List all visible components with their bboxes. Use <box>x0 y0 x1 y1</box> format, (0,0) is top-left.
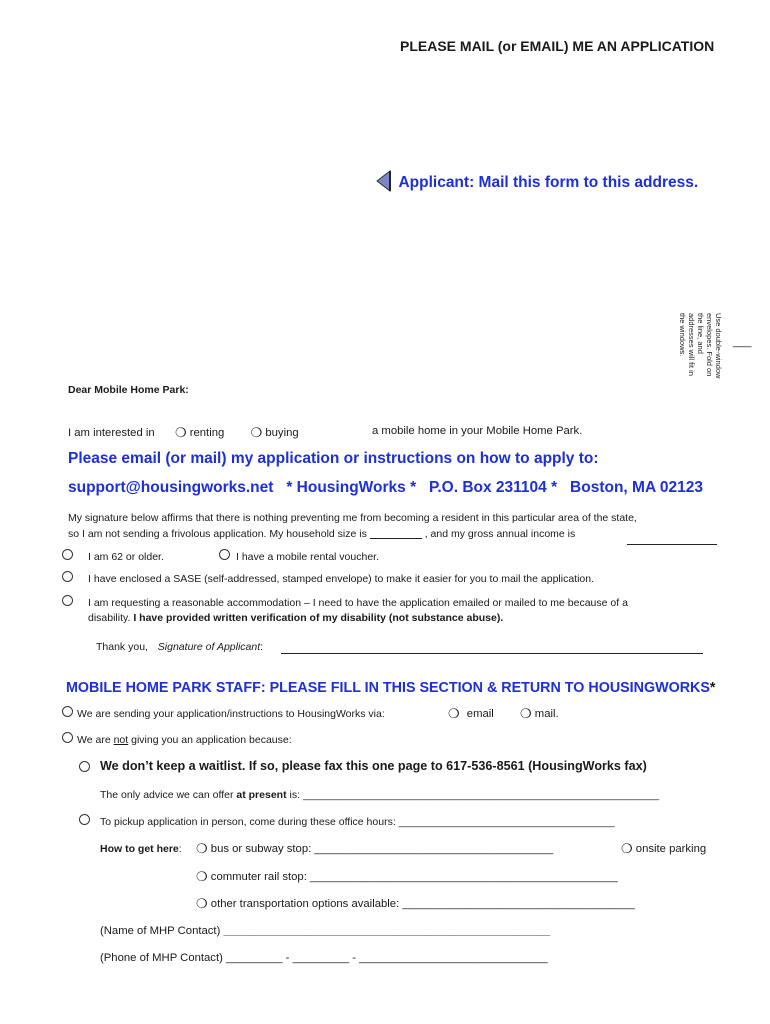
interest-prefix: I am interested in <box>68 427 155 439</box>
contact-line: support@housingworks.net * HousingWorks * P.O. Box 231104 * Boston, MA 02123 <box>68 479 703 496</box>
email-request: Please email (or mail) my application or instructions on how to apply to: <box>68 450 599 467</box>
onsite-label: onsite parking <box>635 843 707 855</box>
age-label: I am 62 or older. <box>88 551 164 563</box>
voucher-label: I have a mobile rental voucher. <box>236 551 380 563</box>
not-giving-emphasis: not <box>113 734 129 746</box>
how-label <box>100 843 182 855</box>
renting-radio[interactable]: ❍ <box>174 425 187 440</box>
not-giving-text-a: We are <box>77 734 111 746</box>
via-mail-label: mail. <box>534 708 559 720</box>
via-mail-radio[interactable]: ❍ <box>520 706 532 721</box>
contact-phone-row[interactable]: (Phone of MHP Contact) _________ - _________ - ______________________________ <box>100 952 548 964</box>
advice-field[interactable]: is: _____________________________________________________________ <box>289 789 660 801</box>
household-size-field[interactable] <box>370 538 422 539</box>
rail-field[interactable]: commuter rail stop: _________________________________________________ <box>210 871 618 883</box>
signature-row <box>96 641 263 653</box>
other-radio[interactable]: ❍ <box>196 896 208 911</box>
affirm-line-1: My signature below affirms that there is nothing preventing me from becoming a resident in this particular area of the state, <box>68 512 637 524</box>
interest-suffix: a mobile home in your Mobile Home Park. <box>372 425 583 437</box>
arrow-left-icon <box>376 170 392 192</box>
contact-name-field[interactable]: ____________________________________________________ <box>220 925 551 937</box>
voucher-radio[interactable] <box>219 549 230 560</box>
bus-option <box>196 841 553 857</box>
affirm-line-2 <box>68 528 575 540</box>
advice-emphasis: at present <box>236 789 287 801</box>
staff-heading <box>66 680 715 696</box>
sending-radio[interactable] <box>62 706 73 717</box>
advice-text-a: The only advice we can offer <box>100 789 234 801</box>
how-colon: : <box>178 843 182 855</box>
sending-label: We are sending your application/instructions to HousingWorks via: <box>77 708 385 720</box>
signature-colon: : <box>260 641 264 653</box>
other-field[interactable]: other transportation options available: _____________________________________ <box>210 898 635 910</box>
staff-heading-text: MOBILE HOME PARK STAFF: PLEASE FILL IN THIS SECTION & RETURN TO HOUSINGWORKS <box>66 680 710 696</box>
bus-radio[interactable]: ❍ <box>196 841 208 856</box>
via-email-option <box>448 706 494 722</box>
accommodation-text: disability. <box>88 612 131 624</box>
other-option <box>196 896 635 912</box>
envelope-note-line: addresses will fit in <box>687 313 696 376</box>
accommodation-radio[interactable] <box>62 595 73 606</box>
how-label-text: How to get here <box>100 843 179 855</box>
accommodation-verification: I have provided written verification of my disability (not substance abuse). <box>133 612 504 624</box>
income-field[interactable] <box>627 531 717 545</box>
bus-field[interactable]: bus or subway stop: ______________________________________ <box>210 843 554 855</box>
pickup-line[interactable]: To pickup application in person, come during these office hours: _____________________________________ <box>100 816 615 828</box>
waitlist-label: We don’t keep a waitlist. If so, please fax this one page to 617-536-8561 (HousingWorks fax) <box>100 759 647 773</box>
envelope-note-line: the windows. <box>678 313 687 357</box>
pickup-radio[interactable] <box>79 814 90 825</box>
envelope-note-line: envelopes. Fold on <box>705 313 714 377</box>
sase-label: I have enclosed a SASE (self-addressed, stamped envelope) to make it easier for you to mail the application. <box>88 573 595 585</box>
accommodation-line-2 <box>88 612 503 624</box>
waitlist-radio[interactable] <box>79 761 90 772</box>
via-email-radio[interactable]: ❍ <box>448 706 460 721</box>
staff-heading-star: * <box>709 680 716 696</box>
affirm-line-2-text: so I am not sending a frivolous application. My household size is <box>68 528 367 540</box>
envelope-note-line: the line, and <box>696 313 705 354</box>
via-email-label: email <box>466 708 494 720</box>
rail-radio[interactable]: ❍ <box>196 869 208 884</box>
contact-name-label: (Name of MHP Contact) <box>100 925 221 937</box>
buying-label: buying <box>265 427 299 439</box>
not-giving-text-b: giving you an application because: <box>131 734 292 746</box>
sase-radio[interactable] <box>62 571 73 582</box>
age-radio[interactable] <box>62 549 73 560</box>
affirm-line-2-text-b: , and my gross annual income is <box>424 528 576 540</box>
onsite-option <box>621 841 706 857</box>
fold-mark: ___ <box>733 336 752 348</box>
page-title: PLEASE MAIL (or EMAIL) ME AN APPLICATION <box>400 38 715 54</box>
not-giving-radio[interactable] <box>62 732 73 743</box>
contact-name-row <box>100 925 550 937</box>
signature-label: Signature of Applicant <box>157 641 261 653</box>
envelope-note <box>678 313 723 378</box>
address-prompt-text: Applicant: Mail this form to this address. <box>398 174 699 191</box>
buying-radio[interactable]: ❍ <box>250 425 263 440</box>
renting-label: renting <box>189 427 225 439</box>
via-mail-option <box>520 706 559 722</box>
not-giving-label <box>77 734 292 746</box>
accommodation-line-1: I am requesting a reasonable accommodation – I need to have the application emailed or mailed to me because of a <box>88 597 628 609</box>
interest-line <box>68 425 299 441</box>
advice-line <box>100 789 659 801</box>
signature-field[interactable] <box>281 641 703 654</box>
address-prompt <box>376 170 698 192</box>
onsite-radio[interactable]: ❍ <box>621 841 633 856</box>
thanks-text: Thank you, <box>96 641 148 653</box>
rail-option <box>196 869 618 885</box>
greeting: Dear Mobile Home Park: <box>68 384 189 396</box>
envelope-note-line: Use double-window <box>714 313 723 379</box>
